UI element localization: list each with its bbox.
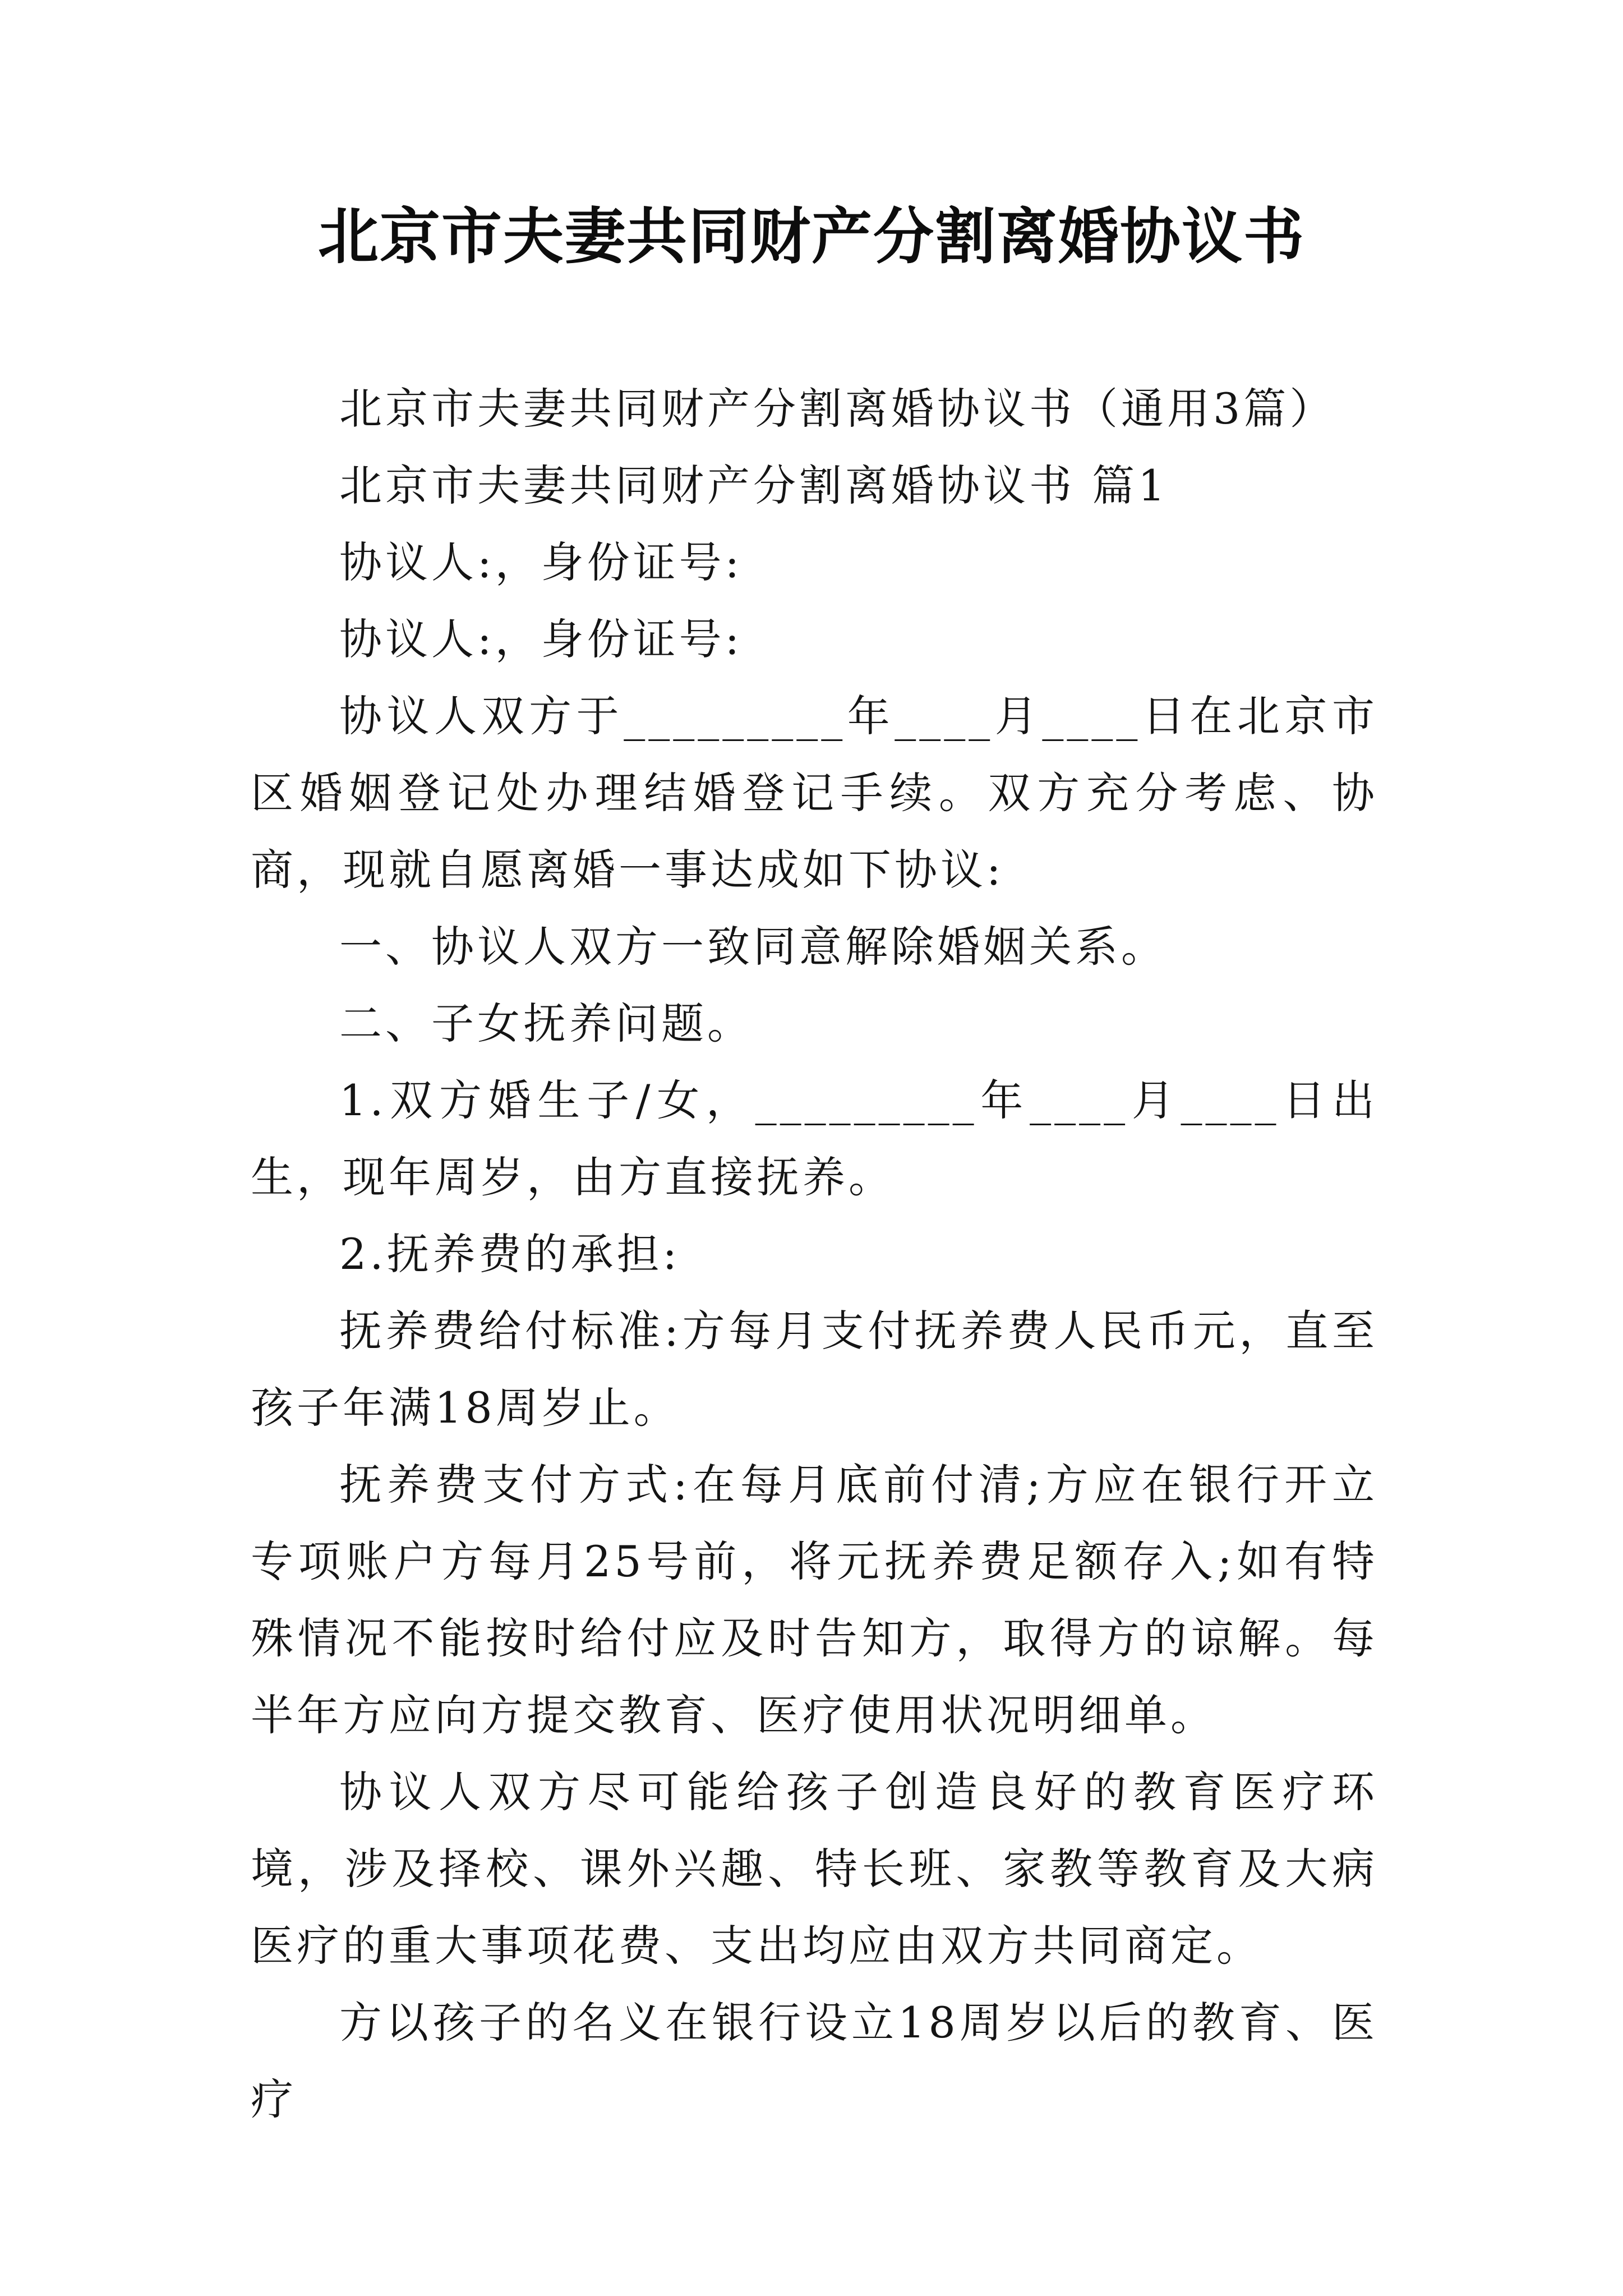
document-title: 北京市夫妻共同财产分割离婚协议书 xyxy=(317,201,1305,272)
paragraph-clause-2: 二、子女抚养问题。 xyxy=(339,999,753,1048)
paragraph-clause-1: 一、协议人双方一致同意解除婚姻关系。 xyxy=(339,922,1167,972)
paragraph-bank-account: 方以孩子的名义在银行设立18周岁以后的教育、医疗 xyxy=(251,1998,1378,2124)
paragraph-subtitle: 北京市夫妻共同财产分割离婚协议书（通用3篇） xyxy=(339,384,1336,434)
paragraph-party-2: 协议人:，身份证号: xyxy=(339,614,743,664)
paragraph-support-payment: 抚养费支付方式:在每月底前付清;方应在银行开立专项账户方每月25号前，将元抚养费足额存入;如有特殊情况不能按时给付应及时告知方，取得方的谅解。每半年方应向方提交教育、医疗使用状况明细单。 xyxy=(251,1460,1378,1740)
paragraph-clause-2-2: 2.抚养费的承担: xyxy=(339,1229,681,1279)
paragraph-clause-2-1: 1.双方婚生子/女，_________年____月____日出生，现年周岁，由方直接抚养。 xyxy=(251,1075,1378,1202)
paragraph-preamble: 协议人双方于_________年____月____日在北京市区婚姻登记处办理结婚登记手续。双方充分考虑、协商，现就自愿离婚一事达成如下协议: xyxy=(251,691,1378,895)
paragraph-party-1: 协议人:，身份证号: xyxy=(339,537,743,587)
paragraph-education-medical: 协议人双方尽可能给孩子创造良好的教育医疗环境，涉及择校、课外兴趣、特长班、家教等教育及大病医疗的重大事项花费、支出均应由双方共同商定。 xyxy=(251,1767,1378,1971)
document-body xyxy=(251,370,1378,2138)
paragraph-section-heading: 北京市夫妻共同财产分割离婚协议书 篇1 xyxy=(339,461,1169,510)
paragraph-support-standard: 抚养费给付标准:方每月支付抚养费人民币元，直至孩子年满18周岁止。 xyxy=(251,1306,1378,1433)
